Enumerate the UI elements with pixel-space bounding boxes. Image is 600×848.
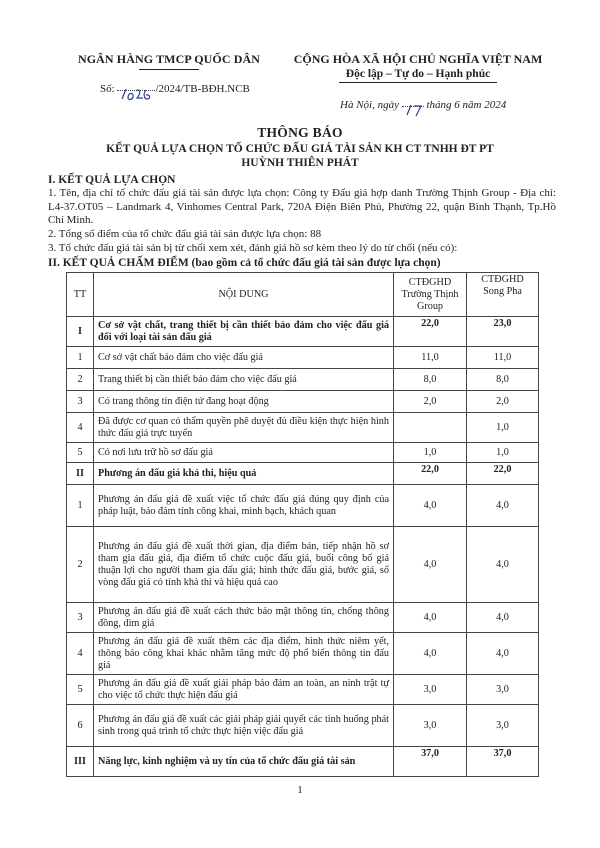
row-score-2: 3,0 — [467, 705, 539, 747]
row-tt: 4 — [67, 633, 94, 675]
table-row — [67, 675, 539, 705]
row-score-1: 3,0 — [394, 705, 467, 747]
section-1-paragraph-1: 1. Tên, địa chỉ tổ chức đấu giá tài sản được lựa chọn: Công ty Đấu giá hợp danh Trường Thịnh Group - Địa chỉ: L4-37.OT05 – Landmark 4, Vinhomes Central Park, 720A Điện Biên Phủ, Phường 22, quận Bình Thạnh, Tp.Hồ Chí Minh. — [48, 187, 556, 226]
row-score-2: 4,0 — [467, 485, 539, 527]
row-content: Cơ sở vật chất, trang thiết bị cần thiết bảo đảm cho việc đấu giá đối với loại tài sản đấu giá — [94, 317, 394, 347]
row-score-2: 4,0 — [467, 633, 539, 675]
row-tt: III — [67, 747, 94, 777]
row-score-1: 4,0 — [394, 485, 467, 527]
header-tt: TT — [67, 273, 94, 317]
table-row — [67, 705, 539, 747]
section-1-paragraph-2: 2. Tổng số điểm của tổ chức đấu giá tài sản được lựa chọn: 88 — [48, 228, 322, 240]
document-number — [100, 83, 250, 95]
row-tt: I — [67, 317, 94, 347]
row-tt: 6 — [67, 705, 94, 747]
doc-no-suffix: /2024/TB-BĐH.NCB — [155, 83, 250, 95]
row-score-2: 23,0 — [467, 317, 539, 347]
table-row — [67, 603, 539, 633]
row-score-1: 1,0 — [394, 443, 467, 463]
row-score-2: 1,0 — [467, 413, 539, 443]
table-row — [67, 633, 539, 675]
row-score-2: 11,0 — [467, 347, 539, 369]
national-heading — [292, 52, 544, 83]
row-score-1: 8,0 — [394, 369, 467, 391]
table-header-row — [67, 273, 539, 317]
row-content: Phương án đấu giá đề xuất giải pháp bảo đảm an toàn, an ninh trật tự cho việc tổ chức thực hiện đấu giá — [94, 675, 394, 705]
row-content: Phương án đấu giá đề xuất các giải pháp giải quyết các tình huống phát sinh trong quá trình tổ chức thực hiện việc đấu giá — [94, 705, 394, 747]
row-tt: 3 — [67, 391, 94, 413]
row-content: Cơ sở vật chất bảo đảm cho việc đấu giá — [94, 347, 394, 369]
table-row — [67, 413, 539, 443]
row-content: Phương án đấu giá đề xuất thời gian, địa điểm bán, tiếp nhận hồ sơ tham gia đấu giá, địa điểm tổ chức cuộc đấu giá, buổi công bố giá thuận lợi cho người tham gia đấu giá; hình thức đấu giá, bước giá, số vòng đấu giá có tính khả thi và hiệu quả cao — [94, 527, 394, 603]
table-row — [67, 747, 539, 777]
row-score-2: 3,0 — [467, 675, 539, 705]
row-content: Năng lực, kinh nghiệm và uy tín của tổ chức đấu giá tài sản — [94, 747, 394, 777]
row-tt: 4 — [67, 413, 94, 443]
issuer-block — [74, 52, 264, 70]
row-score-1: 11,0 — [394, 347, 467, 369]
nation-name: CỘNG HÒA XÃ HỘI CHỦ NGHĨA VIỆT NAM — [293, 52, 543, 66]
table-row — [67, 443, 539, 463]
handwritten-date-day-ink — [404, 102, 424, 118]
handwritten-doc-number-ink — [119, 86, 155, 102]
table-row — [67, 347, 539, 369]
row-content: Trang thiết bị cần thiết bảo đảm cho việc đấu giá — [94, 369, 394, 391]
notice-subtitle-line2: HUỲNH THIÊN PHÁT — [241, 157, 359, 169]
date-prefix: Hà Nội, ngày — [340, 99, 402, 111]
header-truong-thinh: CTĐGHD Trường Thịnh Group — [394, 273, 467, 317]
header-song-pha: CTĐGHD Song Pha — [467, 273, 539, 317]
row-score-2: 37,0 — [467, 747, 539, 777]
row-content: Phương án đấu giá đề xuất việc tổ chức đấu giá đúng quy định của pháp luật, bảo đảm tính công khai, minh bạch, khách quan — [94, 485, 394, 527]
section-1-paragraph-3: 3. Tổ chức đấu giá tài sản bị từ chối xem xét, đánh giá hồ sơ kèm theo lý do từ chối (nếu có): — [48, 242, 458, 254]
row-content: Phương án đấu giá khả thi, hiệu quả — [94, 463, 394, 485]
row-score-1: 3,0 — [394, 675, 467, 705]
row-tt: 1 — [67, 485, 94, 527]
bank-name: NGÂN HÀNG TMCP QUỐC DÂN — [77, 52, 261, 66]
table-row — [67, 317, 539, 347]
row-tt: 3 — [67, 603, 94, 633]
table-row — [67, 527, 539, 603]
row-tt: 5 — [67, 443, 94, 463]
row-score-2: 2,0 — [467, 391, 539, 413]
row-score-2: 4,0 — [467, 603, 539, 633]
table-row — [67, 391, 539, 413]
row-tt: 1 — [67, 347, 94, 369]
issue-date — [340, 99, 506, 111]
row-score-1: 22,0 — [394, 317, 467, 347]
row-score-2: 4,0 — [467, 527, 539, 603]
row-content: Đã được cơ quan có thẩm quyền phê duyệt đủ điều kiện thực hiện hình thức đấu giá trực tuyến — [94, 413, 394, 443]
national-motto: Độc lập – Tự do – Hạnh phúc — [345, 68, 491, 80]
row-content: Phương án đấu giá đề xuất cách thức bảo mật thông tin, chống thông đồng, dìm giá — [94, 603, 394, 633]
header-content: NỘI DUNG — [94, 273, 394, 317]
motto-underline — [339, 82, 497, 83]
section-1-heading: I. KẾT QUẢ LỰA CHỌN — [48, 174, 176, 186]
row-score-2: 22,0 — [467, 463, 539, 485]
row-tt: 2 — [67, 369, 94, 391]
table-row — [67, 369, 539, 391]
table-row — [67, 485, 539, 527]
row-content: Có trang thông tin điện tử đang hoạt động — [94, 391, 394, 413]
notice-subtitle-line1: KẾT QUẢ LỰA CHỌN TỔ CHỨC ĐẤU GIÁ TÀI SẢN KH CT TNHH ĐT PT — [106, 143, 494, 155]
row-score-1: 2,0 — [394, 391, 467, 413]
row-tt: 2 — [67, 527, 94, 603]
doc-no-prefix: Số: — [100, 83, 118, 95]
row-score-1: 22,0 — [394, 463, 467, 485]
row-score-2: 8,0 — [467, 369, 539, 391]
row-content: Có nơi lưu trữ hồ sơ đấu giá — [94, 443, 394, 463]
row-tt: II — [67, 463, 94, 485]
row-tt: 5 — [67, 675, 94, 705]
date-suffix: tháng 6 năm 2024 — [423, 99, 507, 111]
bank-underline — [139, 69, 199, 70]
row-score-2: 1,0 — [467, 443, 539, 463]
row-content: Phương án đấu giá đề xuất thêm các địa điểm, hình thức niêm yết, thông báo công khai khác nhằm tăng mức độ phổ biến thông tin đấu giá — [94, 633, 394, 675]
table-row — [67, 463, 539, 485]
page-number: 1 — [297, 784, 303, 796]
row-score-1: 4,0 — [394, 603, 467, 633]
notice-title: THÔNG BÁO — [257, 125, 343, 140]
row-score-1: 37,0 — [394, 747, 467, 777]
scoring-table — [66, 272, 539, 777]
row-score-1: 4,0 — [394, 527, 467, 603]
row-score-1: 4,0 — [394, 633, 467, 675]
section-2-heading: II. KẾT QUẢ CHẤM ĐIỂM (bao gồm cả tổ chức đấu giá tài sản được lựa chọn) — [48, 257, 441, 269]
row-score-1 — [394, 413, 467, 443]
